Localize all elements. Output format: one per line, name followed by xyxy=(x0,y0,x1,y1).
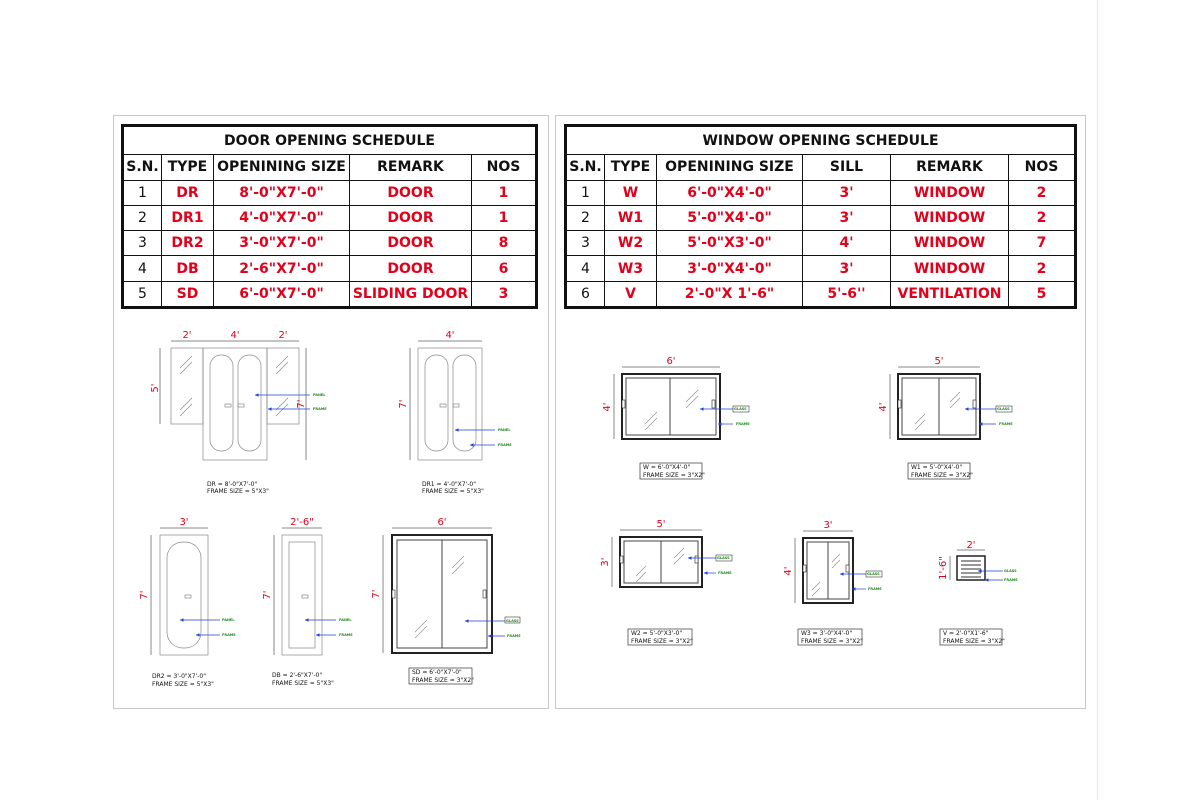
drawing-caption: W1 = 5'-0"X4'-0" xyxy=(911,464,963,471)
dim-label: 4' xyxy=(230,330,240,341)
dim-label: 2' xyxy=(278,330,288,341)
dim-label: 4' xyxy=(445,330,455,341)
table-cell: DR1 xyxy=(162,205,214,230)
table-cell: 5 xyxy=(124,281,162,306)
table-cell: 8 xyxy=(472,231,536,256)
table-cell: 3 xyxy=(472,281,536,306)
panel-label: PANEL xyxy=(313,393,326,397)
table-cell: 6 xyxy=(472,256,536,281)
table-cell: 2 xyxy=(567,205,605,230)
dim-label: 6' xyxy=(437,517,447,528)
glass-label: GLASS xyxy=(717,556,730,560)
drawing-caption: FRAME SIZE = 5"X3" xyxy=(272,680,334,687)
table-cell: 2 xyxy=(124,205,162,230)
table-cell: WINDOW xyxy=(891,231,1009,256)
drawing-caption: DR = 8'-0"X7'-0" xyxy=(207,481,258,488)
dim-label: 5' xyxy=(150,383,161,393)
panel-label: PANEL xyxy=(222,618,235,622)
panel-label: PANEL xyxy=(498,428,511,432)
drawing-caption: FRAME SIZE = 5"X3" xyxy=(152,681,214,688)
glass-label: GLASS xyxy=(734,407,747,411)
column-header: S.N. xyxy=(124,155,162,180)
dim-label: 5' xyxy=(934,356,944,367)
table-cell: WINDOW xyxy=(891,180,1009,205)
drawing-caption: FRAME SIZE = 3"X2" xyxy=(911,472,973,479)
table-cell: 5'-0"X4'-0" xyxy=(657,205,803,230)
drawing-caption: FRAME SIZE = 5"X3" xyxy=(207,488,269,495)
dim-label: 2' xyxy=(182,330,192,341)
table-cell: VENTILATION xyxy=(891,281,1009,306)
window-w2-elevation xyxy=(600,519,732,645)
column-header: TYPE xyxy=(605,155,657,180)
door-dr1-elevation xyxy=(398,330,512,495)
table-cell: 3' xyxy=(803,205,891,230)
column-header: REMARK xyxy=(350,155,472,180)
frame-label: FRAME xyxy=(498,443,512,447)
table-cell: 6 xyxy=(567,281,605,306)
frame-label: FRAME xyxy=(999,422,1013,426)
table-cell: 3 xyxy=(124,231,162,256)
drawing-caption: V = 2'-0"X1'-6" xyxy=(943,630,989,637)
window-w3-elevation xyxy=(783,520,882,645)
table-cell: W3 xyxy=(605,256,657,281)
table-cell: 7 xyxy=(1009,231,1075,256)
column-header: S.N. xyxy=(567,155,605,180)
glass-label: GLASS xyxy=(506,619,519,623)
dim-label: 5' xyxy=(656,519,666,530)
table-cell: WINDOW xyxy=(891,205,1009,230)
dim-label: 7' xyxy=(262,590,273,600)
table-cell: DR xyxy=(162,180,214,205)
table-cell: SD xyxy=(162,281,214,306)
dim-label: 4' xyxy=(783,566,794,576)
table-cell: 4 xyxy=(124,256,162,281)
panel-label: PANEL xyxy=(339,618,352,622)
glass-label: GLASS xyxy=(1004,569,1017,573)
column-header: NOS xyxy=(1009,155,1075,180)
table-cell: 8'-0"X7'-0" xyxy=(214,180,350,205)
table-cell: 2'-6"X7'-0" xyxy=(214,256,350,281)
table-cell: 2 xyxy=(1009,180,1075,205)
table-cell: 5'-6'' xyxy=(803,281,891,306)
dim-label: 3' xyxy=(179,517,189,528)
door-dr-elevation xyxy=(150,330,327,495)
table-cell: 3' xyxy=(803,256,891,281)
table-cell: 3' xyxy=(803,180,891,205)
table-cell: 1 xyxy=(567,180,605,205)
dim-label: 7' xyxy=(371,589,382,599)
dim-label: 6' xyxy=(666,356,676,367)
door-db-elevation xyxy=(262,517,353,687)
drawing-caption: FRAME SIZE = 3"X2" xyxy=(631,638,693,645)
frame-label: FRAME xyxy=(313,407,327,411)
column-header: REMARK xyxy=(891,155,1009,180)
drawing-caption: FRAME SIZE = 5"X3" xyxy=(422,488,484,495)
dim-label: 3' xyxy=(823,520,833,531)
drawing-caption: W2 = 5'-0"X3'-0" xyxy=(631,630,683,637)
drawing-caption: SD = 6'-0"X7'-0" xyxy=(412,669,462,676)
frame-label: FRAME xyxy=(736,422,750,426)
dim-label: 7' xyxy=(398,399,409,409)
table-cell: DOOR xyxy=(350,256,472,281)
table-cell: V xyxy=(605,281,657,306)
window-schedule-title: WINDOW OPENING SCHEDULE xyxy=(567,127,1075,155)
drawing-caption: DR1 = 4'-0"X7'-0" xyxy=(422,481,476,488)
table-cell: DB xyxy=(162,256,214,281)
column-header: TYPE xyxy=(162,155,214,180)
frame-label: FRAME xyxy=(339,633,353,637)
dim-label: 7' xyxy=(139,590,150,600)
column-header: OPENINING SIZE xyxy=(657,155,803,180)
table-cell: DOOR xyxy=(350,205,472,230)
door-schedule-title: DOOR OPENING SCHEDULE xyxy=(124,127,536,155)
frame-label: FRAME xyxy=(507,634,521,638)
glass-label: GLASS xyxy=(997,407,1010,411)
dim-label: 1'-6" xyxy=(938,556,949,580)
table-cell: DOOR xyxy=(350,231,472,256)
table-cell: 6'-0"X7'-0" xyxy=(214,281,350,306)
drawing-caption: FRAME SIZE = 3"X2" xyxy=(943,638,1005,645)
drawing-caption: DB = 2'-6"X7'-0" xyxy=(272,672,323,679)
dim-label: 4' xyxy=(602,402,613,412)
table-cell: 3'-0"X4'-0" xyxy=(657,256,803,281)
table-cell: 3 xyxy=(567,231,605,256)
table-cell: 2'-0"X 1'-6" xyxy=(657,281,803,306)
drawing-caption: W = 6'-0"X4'-0" xyxy=(643,464,691,471)
window-w-elevation xyxy=(602,356,750,479)
dim-label: 4' xyxy=(878,402,889,412)
drawing-caption: FRAME SIZE = 3"X2" xyxy=(412,677,474,684)
drawing-caption: W3 = 3'-0"X4'-0" xyxy=(801,630,853,637)
table-cell: 1 xyxy=(472,180,536,205)
table-cell: 1 xyxy=(124,180,162,205)
drawing-caption: DR2 = 3'-0"X7'-0" xyxy=(152,673,206,680)
table-cell: DOOR xyxy=(350,180,472,205)
door-dr2-elevation xyxy=(139,517,236,688)
table-cell: 5'-0"X3'-0" xyxy=(657,231,803,256)
column-header: OPENINING SIZE xyxy=(214,155,350,180)
drawing-caption: FRAME SIZE = 3"X2" xyxy=(643,472,705,479)
table-cell: DR2 xyxy=(162,231,214,256)
dim-label: 2'-6" xyxy=(290,517,314,528)
frame-label: FRAME xyxy=(1004,578,1018,582)
table-cell: SLIDING DOOR xyxy=(350,281,472,306)
table-cell: W2 xyxy=(605,231,657,256)
table-cell: 4 xyxy=(567,256,605,281)
dim-label: 7' xyxy=(296,399,307,409)
column-header: SILL xyxy=(803,155,891,180)
table-cell: 4'-0"X7'-0" xyxy=(214,205,350,230)
frame-label: FRAME xyxy=(868,587,882,591)
table-cell: 2 xyxy=(1009,256,1075,281)
table-cell: 5 xyxy=(1009,281,1075,306)
table-cell: 2 xyxy=(1009,205,1075,230)
table-cell: 6'-0"X4'-0" xyxy=(657,180,803,205)
frame-label: FRAME xyxy=(222,633,236,637)
table-cell: 3'-0"X7'-0" xyxy=(214,231,350,256)
table-cell: W xyxy=(605,180,657,205)
door-sd-elevation xyxy=(371,517,521,684)
table-cell: W1 xyxy=(605,205,657,230)
dim-label: 2' xyxy=(966,540,976,551)
column-header: NOS xyxy=(472,155,536,180)
table-cell: WINDOW xyxy=(891,256,1009,281)
drawing-caption: FRAME SIZE = 3"X2" xyxy=(801,638,863,645)
table-cell: 4' xyxy=(803,231,891,256)
dim-label: 3' xyxy=(600,557,611,567)
window-w1-elevation xyxy=(878,356,1013,479)
table-cell: 1 xyxy=(472,205,536,230)
ventilator-v-elevation xyxy=(938,540,1018,645)
frame-label: FRAME xyxy=(718,571,732,575)
glass-label: GLASS xyxy=(867,572,880,576)
